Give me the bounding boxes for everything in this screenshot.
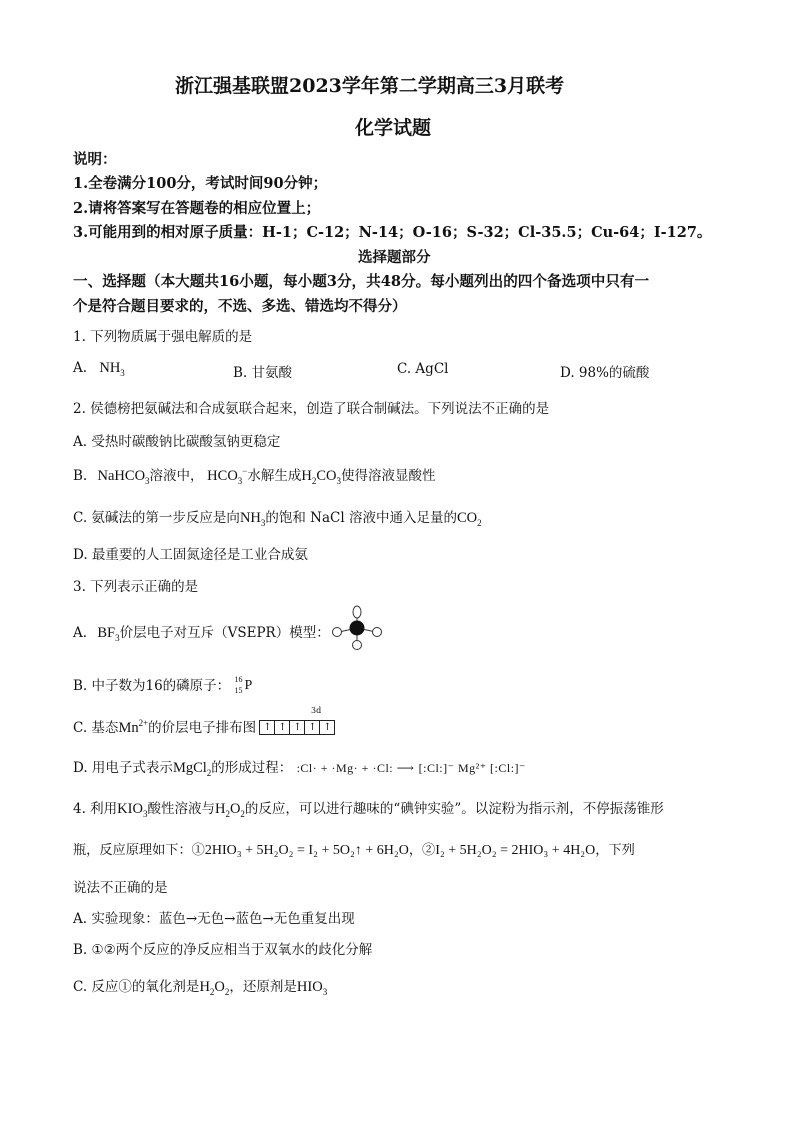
instruction-2: 2.请将答案写在答题卷的相应位置上； — [73, 200, 321, 217]
electron-dot-left: :Cl· + ·Mg· + ·Cl: ⟶ — [296, 761, 415, 775]
q1-option-a — [73, 360, 125, 377]
formula: $NH_3$ — [99, 360, 125, 378]
vsepr-model-image — [330, 604, 385, 652]
q2-option-d: D. 最重要的人工固氮途径是工业合成氨 — [73, 547, 308, 563]
q2-option-a: A. 受热时碳酸钠比碳酸氢钠更稳定 — [73, 434, 281, 450]
q1-option-d: D. 98%的硫酸 — [560, 365, 650, 381]
section-desc-line2: 个是符合题目要求的，不选、多选、错选均不得分） — [73, 298, 407, 315]
q3-stem: 3. 下列表示正确的是 — [73, 579, 199, 595]
instruction-1: 1.全卷满分100分，考试时间90分钟； — [73, 175, 328, 192]
q4-option-b: B. ①②两个反应的净反应相当于双氧水的歧化分解 — [73, 942, 373, 958]
q1-option-b: B. 甘氨酸 — [233, 365, 293, 381]
q2-option-b: B. NaHCO$_3$溶液中， $HCO_3^-$水解生成$H_2CO_3$使得溶液显酸性 — [73, 466, 436, 486]
instructions-heading: 说明： — [73, 151, 117, 168]
electron-dot-right: [:Cl:]⁻ Mg²⁺ [:Cl:]⁻ — [418, 761, 526, 775]
exam-title: 浙江强基联盟2023学年第二学期高三3月联考 — [175, 75, 565, 97]
orbital-diagram: ↑ ↑ ↑ ↑ ↑ — [260, 718, 335, 735]
q4-line1: 4. 利用$KIO_3$酸性溶液与$H_2O_2$的反应，可以进行趣味的“碘钟实验”。以淀粉为指示剂，不停振荡锥形 — [73, 801, 664, 819]
equation-2: I₂ + 5H₂O₂ = 2HIO₃ + 4H₂O — [435, 843, 596, 858]
instruction-3: 3.可能用到的相对原子质量：H-1；C-12；N-14；O-16；S-32；Cl-35.5；Cu-64；I-127。 — [73, 224, 712, 241]
subject-title: 化学试题 — [355, 117, 432, 139]
q1-option-c: C. AgCl — [397, 361, 449, 377]
q3-option-a: A. $BF_3$价层电子对互斥（VSEPR）模型： — [73, 625, 330, 643]
q3-option-b: B. 中子数为16的磷原子： 16 15 P — [73, 674, 253, 695]
q3-option-c: C. 基态$Mn^{2+}$的价层电子排布图 ↑ ↑ ↑ ↑ ↑ — [73, 716, 335, 737]
option-label: A. — [73, 360, 88, 376]
q4-line2: 瓶，反应原理如下：①2HIO₃ + 5H₂O₂ = I₂ + 5O₂↑ + 6H₂O，②I₂ + 5H₂O₂ = 2HIO₃ + 4H₂O，下列 — [73, 843, 635, 858]
q3-option-d: D. 用电子式表示MgCl$_2$的形成过程： :Cl· + ·Mg· + ·Cl: ⟶ [:Cl:]⁻ Mg²⁺ [:Cl:]⁻ — [73, 760, 526, 778]
q4-option-c: C. 反应①的氧化剂是$H_2O_2$，还原剂是$HIO_3$ — [73, 979, 328, 997]
q2-stem: 2. 侯德榜把氨碱法和合成氨联合起来，创造了联合制碱法。下列说法不正确的是 — [73, 401, 550, 417]
q1-stem: 1. 下列物质属于强电解质的是 — [73, 329, 253, 345]
orbital-label: 3d — [311, 706, 322, 715]
section-desc-line1: 一、选择题（本大题共16小题，每小题3分，共48分。每小题列出的四个备选项中只有一 — [73, 273, 650, 290]
q2-option-c: C. 氨碱法的第一步反应是向$NH_3$的饱和 NaCl 溶液中通入足量的$CO_2$ — [73, 510, 482, 528]
q4-line3: 说法不正确的是 — [73, 880, 168, 896]
q4-option-a: A. 实验现象：蓝色→无色→蓝色→无色重复出现 — [73, 911, 355, 927]
section-title: 选择题部分 — [358, 249, 431, 266]
equation-1: 2HIO₃ + 5H₂O₂ = I₂ + 5O₂↑ + 6H₂O — [204, 843, 409, 858]
